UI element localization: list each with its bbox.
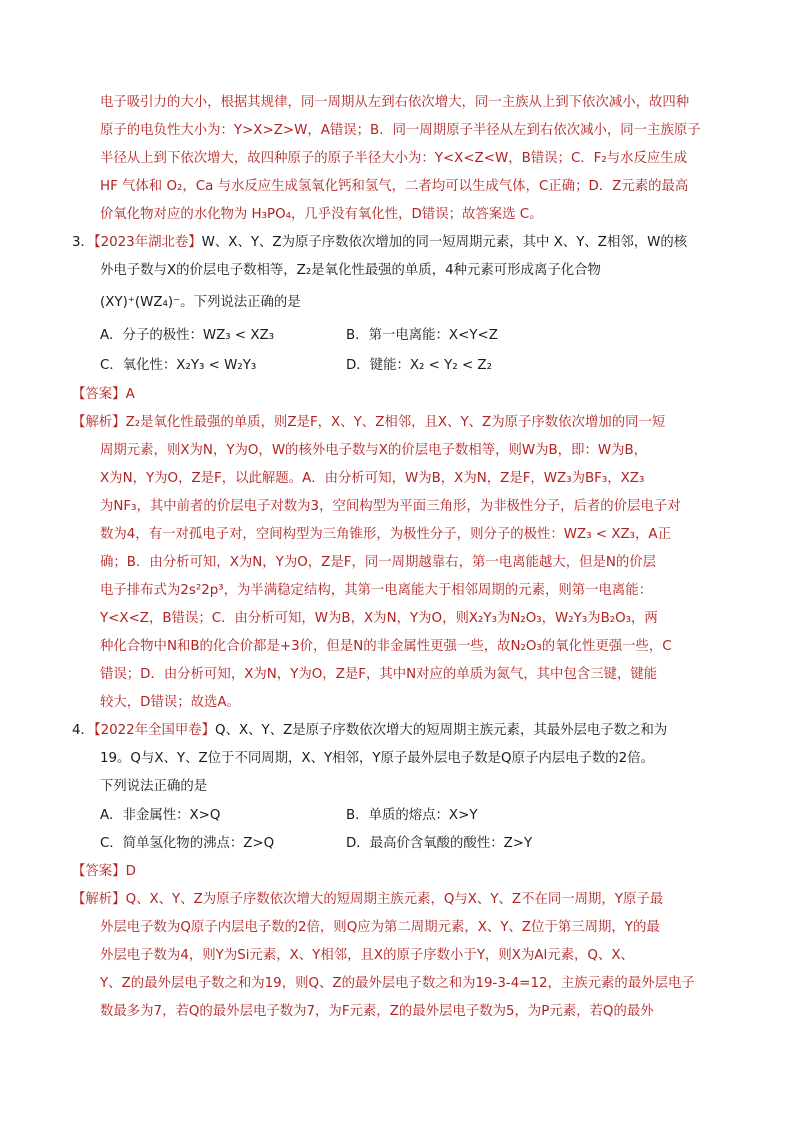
option-d: D．键能：X₂ < Y₂ < Z₂: [346, 358, 492, 373]
analysis-text: 外层电子数为Q原子内层电子数的2倍，则Q应为第二周期元素，X、Y、Z位于第三周期，Y的最: [100, 920, 660, 935]
analysis-text: X为N，Y为O，Z是F，以此解题。A．由分析可知，W为B，X为N，Z是F，WZ₃为BF₃，XZ₃: [100, 471, 645, 486]
question-stem: (XY)⁺(WZ₄)⁻。下列说法正确的是: [100, 295, 301, 310]
analysis-text: 错误；D．由分析可知，X为N，Y为O，Z是F，其中N对应的单质为氮气，其中包含三键，键能: [100, 667, 658, 682]
continuation-line: HF 气体和 O₂，Ca 与水反应生成氢氧化钙和氢气，二者均可以生成气体，C正确；D．Z元素的最高: [100, 179, 689, 194]
answer-value: D: [125, 864, 136, 879]
analysis-text: Y、Z的最外层电子数之和为19，则Q、Z的最外层电子数之和为19-3-4=12，主族元素的最外层电子: [100, 976, 695, 991]
answer-line: [72, 385, 135, 405]
analysis-text: 种化合物中N和B的化合价都是+3价，但是N的非金属性更强一些，故N₂O₃的氧化性更强一些，C: [100, 639, 672, 654]
option-b: B．第一电离能：X<Y<Z: [346, 328, 498, 343]
answer-value: A: [125, 387, 135, 402]
question-stem: 下列说法正确的是: [100, 779, 208, 794]
question-number: 4．: [72, 723, 94, 738]
analysis-text: Y<X<Z，B错误；C．由分析可知，W为B，X为N，Y为O，则X₂Y₃为N₂O₃，W₂Y₃为B₂O₃，两: [100, 611, 658, 626]
analysis-text: 外层电子数为4，则Y为Si元素，X、Y相邻，且X的原子序数小于Y，则X为Al元素，Q、X、: [100, 948, 634, 963]
option-b: B．单质的熔点：X>Y: [346, 808, 478, 823]
analysis-text: Q、X、Y、Z为原子序数依次增大的短周期主族元素，Q与X、Y、Z不在同一周期，Y原子最: [125, 892, 664, 907]
question-source: 【2022年全国甲卷】: [93, 723, 216, 738]
answer-label: 【答案】: [72, 864, 126, 879]
continuation-line: 价氧化物对应的水化物为 H₃PO₄，几乎没有氧化性，D错误；故答案选 C。: [100, 207, 543, 222]
option-a: A．分子的极性：WZ₃ < XZ₃: [100, 328, 275, 343]
question-source: 【2023年湖北卷】: [93, 235, 202, 250]
option-d: D．最高价含氧酸的酸性：Z>Y: [346, 836, 533, 851]
answer-label: 【答案】: [72, 387, 126, 402]
option-c: C．简单氢化物的沸点：Z>Q: [100, 836, 275, 851]
question-number: 3．: [72, 235, 94, 250]
continuation-line: 原子的电负性大小为：Y>X>Z>W，A错误；B．同一周期原子半径从左到右依次减小，同一主族原子: [100, 123, 701, 138]
option-c: C．氧化性：X₂Y₃ < W₂Y₃: [100, 358, 257, 373]
analysis-label: 【解析】: [72, 892, 126, 907]
analysis-text: 数最多为7，若Q的最外层电子数为7，为F元素，Z的最外层电子数为5，为P元素，若Q的最外: [100, 1004, 654, 1019]
analysis-text: 确；B．由分析可知，X为N，Y为O，Z是F，同一周期越靠右，第一电离能越大，但是N的价层: [100, 555, 657, 570]
analysis-text: 为NF₃，其中前者的价层电子对数为3，空间构型为平面三角形，为非极性分子，后者的价层电子对: [100, 499, 681, 514]
question-stem: W、X、Y、Z为原子序数依次增加的同一短周期元素，其中 X、Y、Z相邻，W的核: [201, 235, 688, 250]
option-a: A．非金属性：X>Q: [100, 808, 221, 823]
analysis-first-line: [72, 890, 663, 910]
question-stem: 19。Q与X、Y、Z位于不同周期，X、Y相邻，Y原子最外层电子数是Q原子内层电子数的2倍。: [100, 751, 654, 766]
answer-line: [72, 862, 136, 882]
question-4-first-line: [72, 721, 667, 741]
question-3-first-line: [72, 233, 687, 253]
question-stem: 外电子数与X的价层电子数相等，Z₂是氧化性最强的单质，4种元素可形成离子化合物: [100, 263, 601, 278]
analysis-text: 较大，D错误；故选A。: [100, 695, 240, 710]
continuation-line: 半径从上到下依次增大，故四种原子的原子半径大小为：Y<X<Z<W，B错误；C．F₂与水反应生成: [100, 151, 688, 166]
analysis-text: 周期元素，则X为N，Y为O，W的核外电子数与X的价层电子数相等，则W为B，即：W为B，: [100, 443, 648, 458]
question-stem: Q、X、Y、Z是原子序数依次增大的短周期主族元素，其最外层电子数之和为: [215, 723, 668, 738]
analysis-text: 电子排布式为2s²2p³，为半满稳定结构，其第一电离能大于相邻周期的元素，则第一电离能：: [100, 583, 653, 598]
analysis-label: 【解析】: [72, 415, 126, 430]
continuation-line: 电子吸引力的大小，根据其规律，同一周期从左到右依次增大，同一主族从上到下依次减小，故四种: [100, 95, 690, 110]
analysis-first-line: [72, 413, 665, 433]
analysis-text: 数为4，有一对孤电子对，空间构型为三角锥形，为极性分子，则分子的极性：WZ₃ < XZ₃，A正: [100, 527, 671, 542]
analysis-text: Z₂是氧化性最强的单质，则Z是F，X、Y、Z相邻，且X、Y、Z为原子序数依次增加的同一短: [125, 415, 666, 430]
